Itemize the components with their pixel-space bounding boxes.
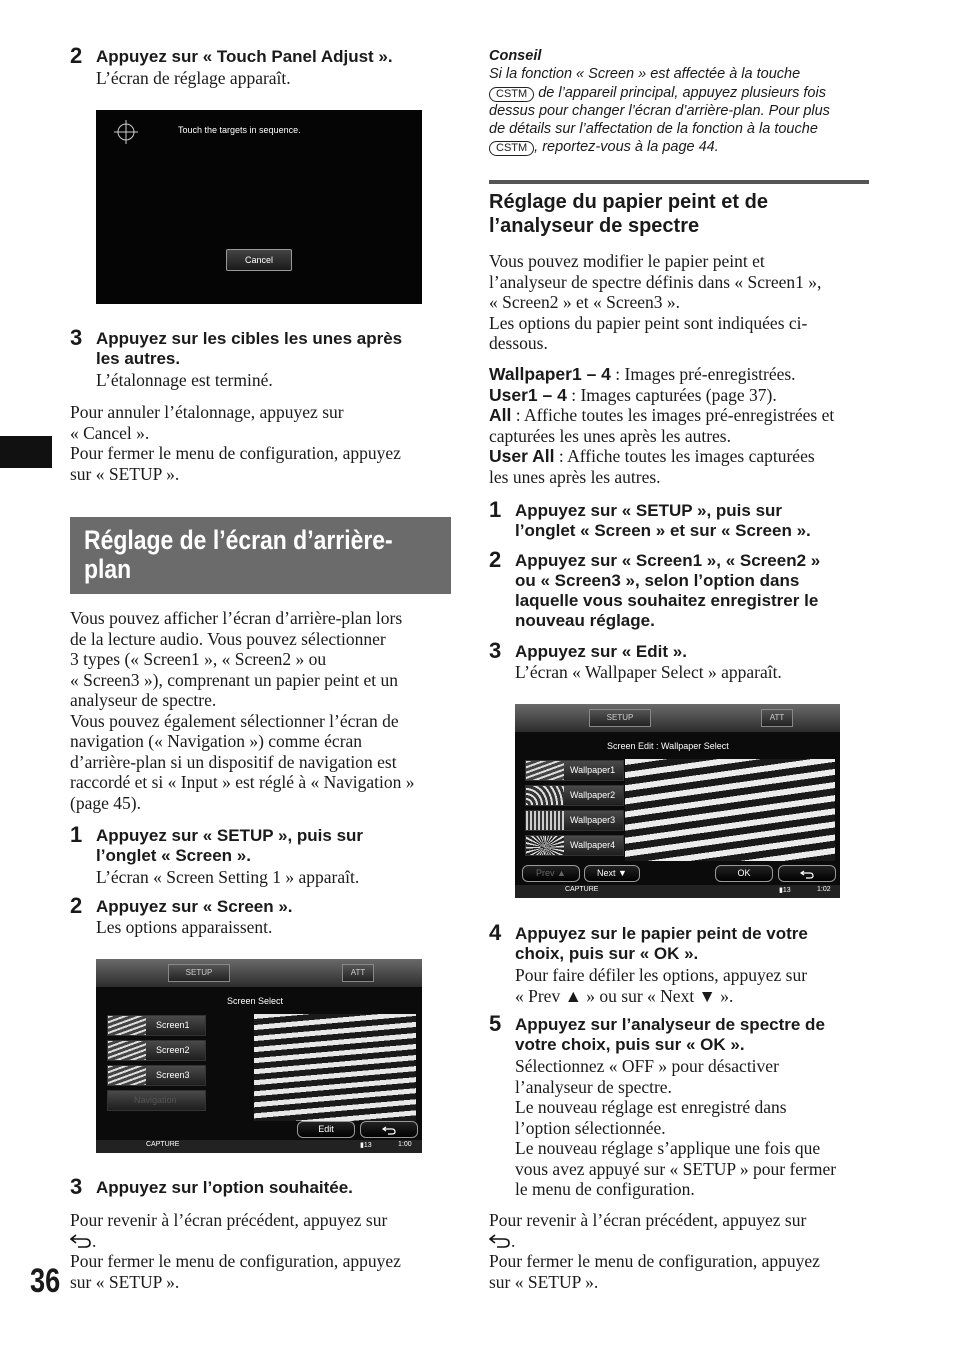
text-line: sur « SETUP ».: [489, 1271, 599, 1292]
text-line: l’option sélectionnée.: [515, 1117, 666, 1138]
step-title-line2: choix, puis sur « OK ».: [515, 944, 699, 963]
option-label: Wallpaper3: [570, 815, 616, 825]
status-bar: [515, 885, 840, 898]
signal-value: 13: [363, 1142, 372, 1149]
signal-level: ▮13: [360, 1142, 372, 1149]
option-user: [489, 385, 871, 406]
option-term: All: [489, 405, 512, 425]
step-title: Appuyez sur l’option souhaitée.: [96, 1178, 353, 1197]
return-instructions: [489, 1210, 871, 1292]
option-label: Screen2: [156, 1045, 190, 1055]
option-term: User All: [489, 446, 555, 466]
text-line: [489, 84, 871, 102]
back-button[interactable]: [778, 865, 836, 882]
step-number: 1: [70, 822, 83, 847]
capture-label: CAPTURE: [565, 886, 599, 893]
clock: 1:02: [817, 886, 831, 893]
wallpaper-options-list: [489, 364, 871, 487]
text-line: sur « SETUP ».: [70, 463, 180, 484]
option-label: Screen1: [156, 1020, 190, 1030]
text-line: « Screen3 »), comprenant un papier peint et un: [70, 669, 399, 690]
screen2-option[interactable]: [107, 1040, 206, 1061]
option-desc: : Affiche toutes les images capturées: [554, 446, 815, 466]
section-title-line2: plan: [84, 554, 132, 584]
option-term: Wallpaper1 – 4: [489, 364, 611, 384]
text-line: de détails sur l’affectation de la fonction à la touche: [489, 121, 818, 138]
text-line: Si la fonction « Screen » est affectée à la touche: [489, 66, 801, 83]
option-desc: : Images pré-enregistrées.: [610, 364, 796, 384]
heading-line1: Réglage du papier peint et de: [489, 191, 768, 213]
back-arrow-icon: [382, 1125, 396, 1135]
text-line: Pour faire défiler les options, appuyez sur: [515, 965, 808, 985]
section-rule: [489, 180, 869, 184]
return-instructions: [70, 1210, 452, 1292]
text-line: (page 45).: [70, 792, 141, 813]
screen-heading: Screen Select: [227, 996, 284, 1006]
step-number: 2: [70, 43, 83, 68]
option-desc: : Images capturées (page 37).: [566, 384, 777, 405]
wallpaper-intro: [489, 251, 871, 354]
text-line: analyseur de spectre.: [70, 690, 217, 710]
text-line: Vous pouvez modifier le papier peint et: [489, 251, 765, 271]
tab-bar: [96, 959, 422, 987]
text-line: l’analyseur de spectre.: [515, 1076, 672, 1097]
touch-adjust-screenshot: [96, 110, 422, 304]
step-title: Appuyez sur « Screen ».: [96, 897, 293, 916]
wallpaper2-option[interactable]: [525, 785, 624, 806]
step-title-line3: laquelle vous souhaitez enregistrer le: [515, 591, 819, 610]
wallpaper-thumbnail: [108, 1041, 146, 1060]
text-line: Vous pouvez également sélectionner l’écran de: [70, 710, 399, 731]
text-line: dessus pour changer l’écran d’arrière-plan. Pour plus: [489, 102, 830, 119]
text-line: d’arrière-plan si un dispositif de navigation est: [70, 751, 397, 772]
step-title-line4: nouveau réglage.: [515, 611, 655, 630]
wallpaper-thumbnail: [526, 811, 564, 830]
text-fragment: de l’appareil principal, appuyez plusieurs fois: [534, 84, 826, 101]
text-line: Pour annuler l’étalonnage, appuyez sur: [70, 402, 344, 422]
text-line: le menu de configuration.: [515, 1179, 695, 1199]
wallpaper-thumbnail: [526, 761, 564, 780]
section-title: [84, 526, 441, 584]
text-line: vous avez appuyé sur « SETUP » pour fermer: [515, 1158, 837, 1179]
text-line: « Prev ▲ » ou sur « Next ▼ ».: [515, 985, 734, 1006]
step-number: 1: [489, 497, 502, 522]
wallpaper-preview: [625, 759, 835, 861]
text-line: Pour fermer le menu de configuration, appuyez: [70, 443, 401, 463]
intro-paragraph: [70, 608, 452, 813]
text-line: [489, 138, 871, 156]
step-title: Appuyez sur « Touch Panel Adjust ».: [96, 47, 393, 66]
step-body: L’écran de réglage apparaît.: [96, 68, 291, 88]
step-title-line2: l’onglet « Screen ».: [96, 846, 251, 865]
option-label: Navigation: [134, 1095, 177, 1105]
text-punct: .: [92, 1230, 97, 1251]
capture-label: CAPTURE: [146, 1141, 180, 1148]
tip-heading: Conseil: [489, 48, 542, 64]
wallpaper1-option[interactable]: [525, 760, 624, 781]
screen-heading: Screen Edit : Wallpaper Select: [607, 741, 729, 751]
step-title: Appuyez sur « Edit ».: [515, 642, 687, 661]
step-body: L’écran « Wallpaper Select » apparaît.: [515, 662, 782, 682]
option-term: User1 – 4: [489, 384, 567, 405]
step-number: 2: [70, 893, 83, 918]
step-title-line1: Appuyez sur « SETUP », puis sur: [515, 501, 783, 520]
step-number: 5: [489, 1011, 502, 1036]
navigation-option[interactable]: [107, 1090, 206, 1111]
tip-box: [489, 47, 871, 157]
step-number: 4: [489, 920, 502, 945]
wallpaper-thumbnail: [526, 836, 564, 855]
text-line: Vous pouvez afficher l’écran d’arrière-plan lors: [70, 608, 403, 628]
tab-bar: [515, 704, 840, 732]
text-line: raccordé et si « Input » est réglé à « Navigation »: [70, 772, 415, 792]
text-line: navigation (« Navigation ») comme écran: [70, 731, 363, 751]
step-body: Les options apparaissent.: [96, 917, 273, 937]
wallpaper3-option[interactable]: [525, 810, 624, 831]
cstm-key-label: CSTM: [489, 141, 534, 156]
text-line: Pour fermer le menu de configuration, appuyez: [489, 1251, 820, 1271]
step-title-line2: les autres.: [96, 349, 181, 368]
text-line: Pour fermer le menu de configuration, appuyez: [70, 1251, 401, 1271]
next-button[interactable]: Next ▼: [584, 865, 640, 882]
chapter-tab: [0, 436, 52, 468]
text-line: Le nouveau réglage s’applique une fois que: [515, 1138, 821, 1158]
cstm-key-label: CSTM: [489, 87, 534, 102]
step-body: [515, 965, 871, 1006]
wallpaper-select-screenshot: [515, 704, 840, 898]
tab-att[interactable]: ATT: [761, 709, 793, 727]
back-arrow-icon: [70, 1233, 92, 1249]
step-number: 3: [70, 325, 83, 350]
option-desc: : Affiche toutes les images pré-enregistrées et: [511, 405, 835, 425]
text-line: l’analyseur de spectre définis dans « Screen1 »,: [489, 271, 822, 292]
option-all: [489, 405, 871, 426]
page-number: 36: [30, 1262, 61, 1300]
text-line: Le nouveau réglage est enregistré dans: [515, 1097, 787, 1117]
text-line: de la lecture audio. Vous pouvez sélectionner: [70, 628, 386, 649]
crosshair-target-icon: [114, 120, 138, 144]
option-label: Wallpaper1: [570, 765, 616, 775]
clock: 1:00: [398, 1141, 412, 1148]
text-line: sur « SETUP ».: [70, 1271, 180, 1292]
tab-setup[interactable]: SETUP: [168, 964, 230, 982]
wallpaper-thumbnail: [108, 1016, 146, 1035]
ok-button[interactable]: OK: [715, 865, 773, 882]
step-body: L’écran « Screen Setting 1 » apparaît.: [96, 867, 360, 887]
heading-line2: l’analyseur de spectre: [489, 215, 700, 237]
edit-button[interactable]: Edit: [297, 1121, 355, 1138]
step-body: [515, 1056, 871, 1200]
step-number: 2: [489, 547, 502, 572]
step-title-line2: votre choix, puis sur « OK ».: [515, 1035, 745, 1054]
section-banner: [70, 517, 451, 594]
step-title-line2: ou « Screen3 », selon l’option dans: [515, 571, 800, 590]
wallpaper-thumbnail: [108, 1066, 146, 1085]
screen3-option[interactable]: [107, 1065, 206, 1086]
step-number: 3: [489, 638, 502, 663]
step-title-line2: l’onglet « Screen » et sur « Screen ».: [515, 521, 811, 540]
signal-value: 13: [782, 887, 791, 894]
wallpaper4-option[interactable]: [525, 835, 624, 856]
back-arrow-icon: [489, 1233, 511, 1249]
status-bar: [96, 1140, 422, 1153]
text-line: les unes après les autres.: [489, 466, 661, 487]
wallpaper-preview: [254, 1014, 416, 1121]
step-body: L’étalonnage est terminé.: [96, 370, 273, 390]
text-line: « Cancel ».: [70, 422, 150, 443]
screen-select-screenshot: [96, 959, 422, 1153]
text-line: Pour revenir à l’écran précédent, appuyez sur: [489, 1210, 807, 1230]
text-line: [489, 1231, 871, 1252]
text-line: dessous.: [489, 333, 548, 353]
step-title-line1: Appuyez sur le papier peint de votre: [515, 924, 808, 943]
text-line: 3 types (« Screen1 », « Screen2 » ou: [70, 649, 327, 669]
option-label: Wallpaper2: [570, 790, 616, 800]
prev-button[interactable]: Prev ▲: [522, 865, 580, 882]
back-button[interactable]: [360, 1121, 418, 1138]
text-punct: .: [511, 1230, 516, 1251]
wallpaper-thumbnail: [526, 786, 564, 805]
text-fragment: , reportez-vous à la page 44.: [534, 139, 719, 156]
step-title-line1: Appuyez sur les cibles les unes après: [96, 329, 403, 348]
option-user-all: [489, 446, 871, 467]
signal-level: ▮13: [779, 887, 791, 894]
option-label: Screen3: [156, 1070, 190, 1080]
text-line: Pour revenir à l’écran précédent, appuyez sur: [70, 1210, 388, 1230]
back-arrow-icon: [800, 869, 814, 879]
text-line: Sélectionnez « OFF » pour désactiver: [515, 1056, 779, 1076]
tab-att[interactable]: ATT: [342, 964, 374, 982]
cancel-instructions: [70, 402, 452, 484]
text-line: capturées les unes après les autres.: [489, 425, 731, 446]
touch-prompt: Touch the targets in sequence.: [178, 125, 301, 135]
step-title-line1: Appuyez sur l’analyseur de spectre de: [515, 1015, 825, 1034]
text-line: [70, 1231, 452, 1252]
subsection-heading: [489, 190, 871, 238]
option-label: Wallpaper4: [570, 840, 616, 850]
tab-setup[interactable]: SETUP: [589, 709, 651, 727]
cancel-button[interactable]: Cancel: [226, 249, 292, 271]
option-wallpaper: [489, 364, 871, 385]
screen1-option[interactable]: [107, 1015, 206, 1036]
step-title-line1: Appuyez sur « Screen1 », « Screen2 »: [515, 551, 821, 570]
step-title-line1: Appuyez sur « SETUP », puis sur: [96, 826, 364, 845]
text-line: Les options du papier peint sont indiquées ci-: [489, 312, 808, 333]
section-title-line1: Réglage de l’écran d’arrière-: [84, 525, 393, 555]
text-line: « Screen2 » et « Screen3 ».: [489, 292, 680, 312]
step-number: 3: [70, 1174, 83, 1199]
